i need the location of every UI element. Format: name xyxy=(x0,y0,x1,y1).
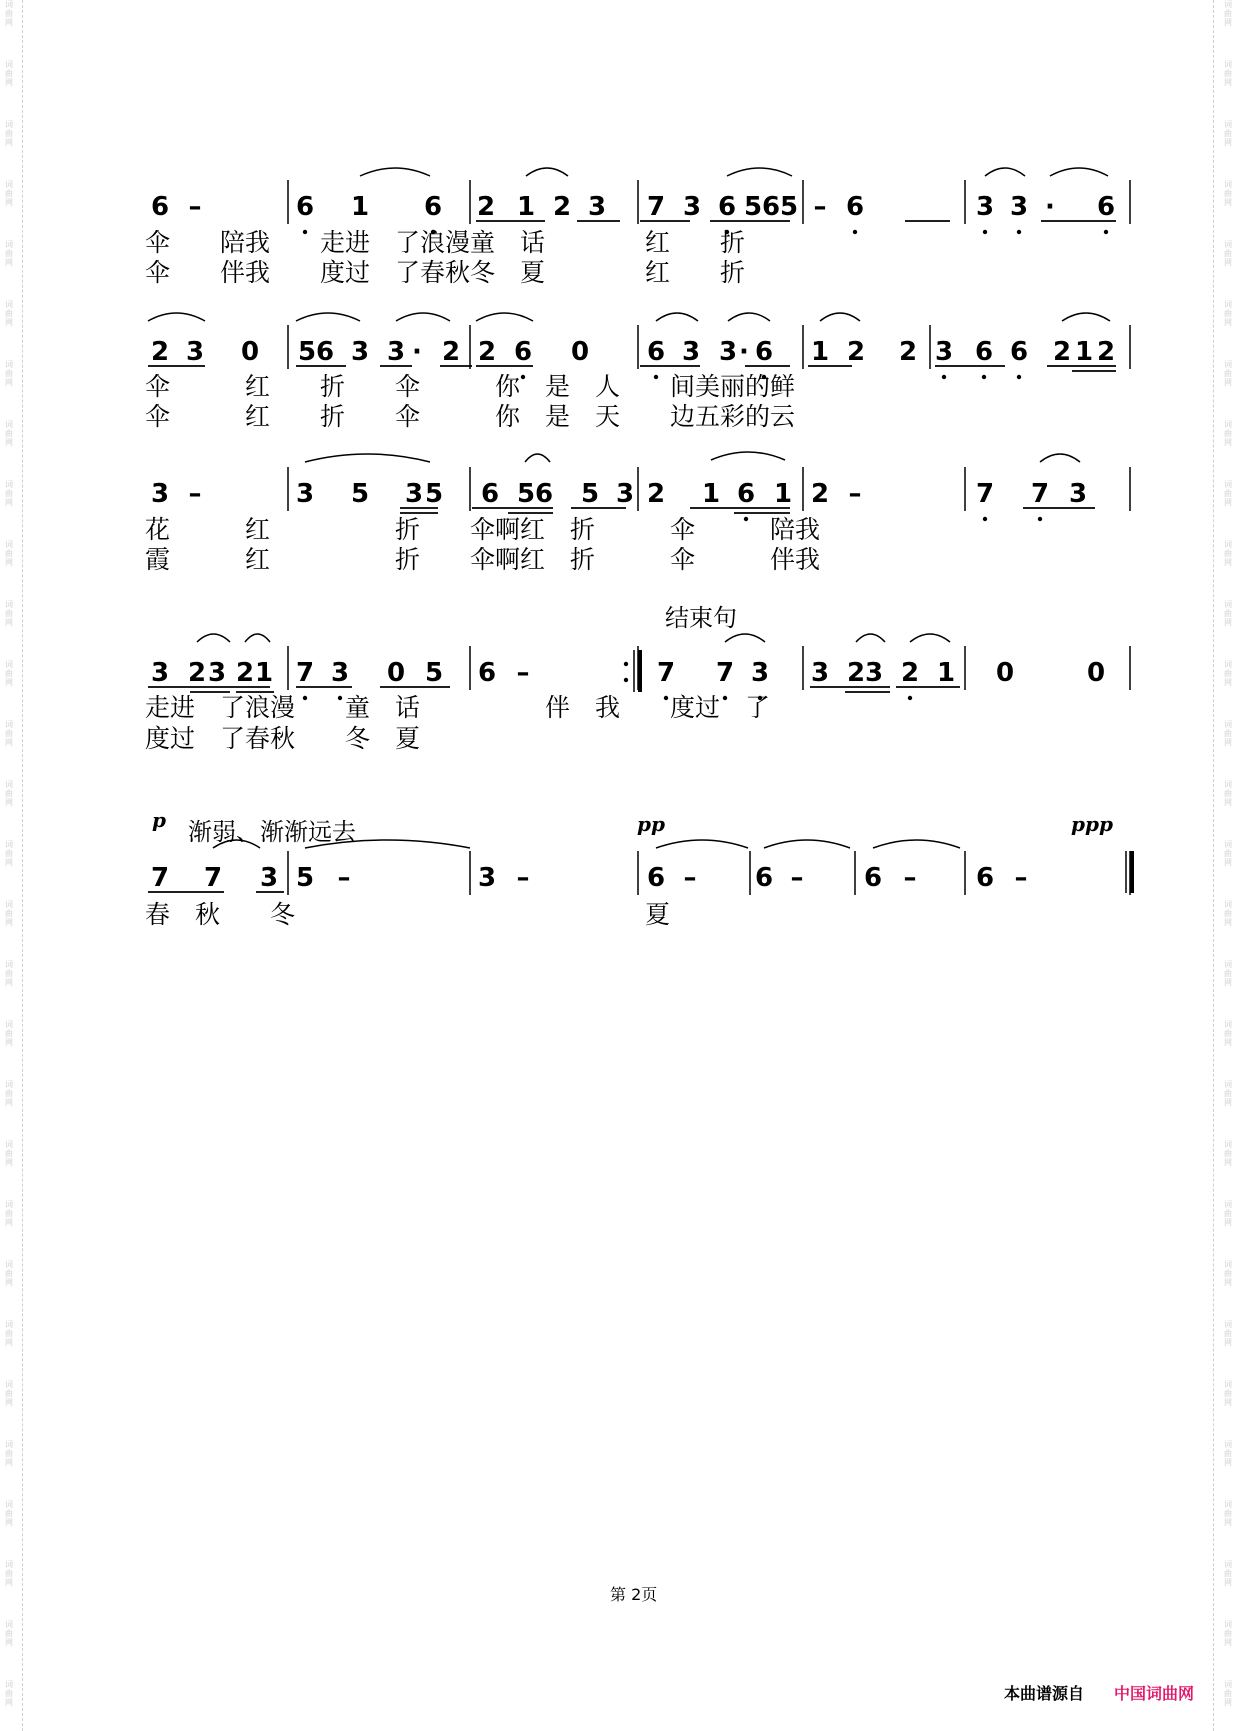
slur xyxy=(1040,454,1080,462)
note: 3 xyxy=(295,479,315,509)
note: 3 xyxy=(615,479,635,509)
octave-dot xyxy=(982,375,986,379)
octave-dot xyxy=(942,375,946,379)
watermark-text: 词 曲 网 xyxy=(1224,180,1232,207)
note: 2 xyxy=(476,192,496,222)
note: 2 xyxy=(846,658,866,688)
watermark-text: 词 曲 网 xyxy=(1224,1080,1232,1107)
dynamic-ppp: ppp xyxy=(1071,812,1113,836)
slur xyxy=(148,313,205,321)
slur xyxy=(525,454,550,462)
note: – xyxy=(188,192,202,222)
lyric-row1-verse2: 伞 伴我 度过 了春秋冬 夏 红 折 xyxy=(145,258,746,287)
note: 6 xyxy=(754,337,774,367)
watermark-text: 词 曲 网 xyxy=(1224,1620,1232,1647)
watermark-text: 词 曲 网 xyxy=(5,420,13,447)
watermark-text: 词 曲 网 xyxy=(5,1140,13,1167)
slur xyxy=(656,840,748,848)
watermark-text: 词 曲 网 xyxy=(1224,1680,1232,1707)
note: 6 xyxy=(1096,192,1116,222)
note: 1 xyxy=(936,658,956,688)
note: 2 xyxy=(810,479,830,509)
note: 3 xyxy=(750,658,770,688)
note: 3 xyxy=(934,337,954,367)
watermark-text: 词 曲 网 xyxy=(1224,1500,1232,1527)
slur xyxy=(727,168,792,176)
watermark-text: 词 曲 网 xyxy=(5,1620,13,1647)
note: 2 xyxy=(235,658,255,688)
note: 3 xyxy=(259,863,279,893)
note: 0 xyxy=(386,658,406,688)
note: 6 xyxy=(534,479,554,509)
watermark-text: 词 曲 网 xyxy=(5,1500,13,1527)
octave-dot xyxy=(983,517,987,521)
watermark-text: 词 曲 网 xyxy=(5,0,13,27)
watermark-text: 词 曲 网 xyxy=(1224,420,1232,447)
lyric-row3-verse2: 霞 红 折 伞啊红 折 伞 伴我 xyxy=(145,545,821,574)
note: 3 xyxy=(185,337,205,367)
octave-dot xyxy=(908,696,912,700)
lyric-row5-verse1: 春 秋 冬 夏 xyxy=(145,900,671,929)
watermark-text: 词 曲 网 xyxy=(1224,600,1232,627)
note: 2 xyxy=(898,337,918,367)
note: 7 xyxy=(295,658,315,688)
lyric-row2-verse2: 伞 红 折 伞 你 是 天 边五彩的云 xyxy=(145,402,796,431)
note: 3 xyxy=(810,658,830,688)
note: 1 xyxy=(810,337,830,367)
note: 7 xyxy=(203,863,223,893)
note: 6 xyxy=(480,479,500,509)
slur xyxy=(728,313,770,321)
note: 5 xyxy=(743,192,763,222)
octave-dot xyxy=(853,230,857,234)
watermark-text: 词 曲 网 xyxy=(5,780,13,807)
watermark-text: 词 曲 网 xyxy=(5,1200,13,1227)
octave-dot xyxy=(983,230,987,234)
octave-dot xyxy=(1017,375,1021,379)
note: 6 xyxy=(717,192,737,222)
note: 6 xyxy=(423,192,443,222)
note: 6 xyxy=(975,863,995,893)
octave-dot xyxy=(1038,517,1042,521)
note: – xyxy=(188,479,202,509)
note: 2 xyxy=(1052,337,1072,367)
note: 6 xyxy=(845,192,865,222)
footer-brand-link[interactable] xyxy=(1114,1681,1194,1704)
watermark-text: 词 曲 网 xyxy=(1224,1200,1232,1227)
watermark-text: 词 曲 网 xyxy=(1224,1320,1232,1347)
octave-dot xyxy=(624,662,628,666)
lyric-row4-verse1: 走进 了浪漫 童 话 伴 我 度过 了 xyxy=(145,693,771,722)
note: 3 xyxy=(975,192,995,222)
note: – xyxy=(848,479,862,509)
note: – xyxy=(516,658,530,688)
note: 0 xyxy=(1086,658,1106,688)
note: 6 xyxy=(1009,337,1029,367)
note: – xyxy=(1014,863,1028,893)
watermark-text: 词 曲 网 xyxy=(1224,480,1232,507)
note: 3 xyxy=(477,863,497,893)
note: 7 xyxy=(975,479,995,509)
slur xyxy=(476,313,533,321)
dynamic-pp: pp xyxy=(637,812,665,836)
watermark-text: 词 曲 网 xyxy=(1224,120,1232,147)
note: – xyxy=(903,863,917,893)
watermark-text: 词 曲 网 xyxy=(5,240,13,267)
page-number: 第 2页 xyxy=(610,1585,658,1604)
watermark-text: 词 曲 网 xyxy=(5,1020,13,1047)
note: · xyxy=(412,337,422,367)
note: 2 xyxy=(552,192,572,222)
note: 6 xyxy=(315,337,335,367)
slur xyxy=(245,634,270,642)
watermark-text: 词 曲 网 xyxy=(1224,360,1232,387)
lyric-row2-verse1: 伞 红 折 伞 你 是 人 间美丽的鲜 xyxy=(145,372,796,401)
note: 2 xyxy=(441,337,461,367)
note: 2 xyxy=(646,479,666,509)
note: 2 xyxy=(187,658,207,688)
watermark-text: 词 曲 网 xyxy=(5,540,13,567)
note: 1 xyxy=(350,192,370,222)
watermark-text: 词 曲 网 xyxy=(1224,1380,1232,1407)
watermark-text: 词 曲 网 xyxy=(5,1320,13,1347)
watermark-text: 词 曲 网 xyxy=(1224,1260,1232,1287)
note: 2 xyxy=(477,337,497,367)
note: 1 xyxy=(773,479,793,509)
slur xyxy=(910,634,950,642)
note: 3 xyxy=(864,658,884,688)
note: 3 xyxy=(681,337,701,367)
note: 6 xyxy=(754,863,774,893)
note: 2 xyxy=(900,658,920,688)
watermark-text: 词 曲 网 xyxy=(1224,60,1232,87)
watermark-text: 词 曲 网 xyxy=(5,1380,13,1407)
footer-brand: 中国词曲网 xyxy=(1114,1684,1195,1703)
watermark-text: 词 曲 网 xyxy=(5,840,13,867)
note: 6 xyxy=(477,658,497,688)
watermark-text: 词 曲 网 xyxy=(1224,1440,1232,1467)
note: 6 xyxy=(295,192,315,222)
footer-source xyxy=(1004,1681,1084,1704)
slur xyxy=(396,313,450,321)
watermark-text: 词 曲 网 xyxy=(5,1560,13,1587)
note: 5 xyxy=(516,479,536,509)
slur xyxy=(360,168,430,176)
watermark-text: 词 曲 网 xyxy=(1224,240,1232,267)
watermark-text: 词 曲 网 xyxy=(5,660,13,687)
note: 3 xyxy=(404,479,424,509)
octave-dot xyxy=(624,678,628,682)
note: 5 xyxy=(424,658,444,688)
direction-text: 渐弱、渐渐远去 xyxy=(188,818,356,846)
watermark-text: 词 曲 网 xyxy=(5,1080,13,1107)
slur xyxy=(856,634,885,642)
watermark-text: 词 曲 网 xyxy=(5,1440,13,1467)
note: 0 xyxy=(240,337,260,367)
octave-dot xyxy=(1017,230,1021,234)
slur xyxy=(873,840,960,848)
slur xyxy=(764,840,850,848)
footer-prefix: 本曲谱源自 xyxy=(1004,1684,1085,1703)
note: 1 xyxy=(516,192,536,222)
note: 1 xyxy=(701,479,721,509)
note: 6 xyxy=(761,192,781,222)
slur xyxy=(656,313,698,321)
note: 2 xyxy=(1096,337,1116,367)
note: 5 xyxy=(424,479,444,509)
slur xyxy=(296,313,360,321)
slur xyxy=(305,454,430,462)
note: 7 xyxy=(656,658,676,688)
note: – xyxy=(813,192,827,222)
dynamic-p: p xyxy=(152,808,166,832)
note: 3 xyxy=(350,337,370,367)
note: – xyxy=(790,863,804,893)
watermark-text: 词 曲 网 xyxy=(5,300,13,327)
note: 7 xyxy=(1030,479,1050,509)
note: 5 xyxy=(297,337,317,367)
note: 6 xyxy=(863,863,883,893)
watermark-text: 词 曲 网 xyxy=(1224,1560,1232,1587)
note: 5 xyxy=(295,863,315,893)
watermark-text: 词 曲 网 xyxy=(1224,660,1232,687)
note: 1 xyxy=(1074,337,1094,367)
watermark-text: 词 曲 网 xyxy=(1224,720,1232,747)
watermark-text: 词 曲 网 xyxy=(5,1680,13,1707)
note: 3 xyxy=(718,337,738,367)
note: 3 xyxy=(207,658,227,688)
note: 5 xyxy=(580,479,600,509)
note: – xyxy=(337,863,351,893)
note: · xyxy=(739,337,749,367)
watermark-text: 词 曲 网 xyxy=(5,60,13,87)
watermark-text: 词 曲 网 xyxy=(1224,300,1232,327)
note: – xyxy=(683,863,697,893)
watermark-text: 词 曲 网 xyxy=(5,180,13,207)
watermark-text: 词 曲 网 xyxy=(5,720,13,747)
note: 3 xyxy=(1068,479,1088,509)
note: 2 xyxy=(150,337,170,367)
watermark-text: 词 曲 网 xyxy=(5,360,13,387)
note: · xyxy=(1045,192,1055,222)
note: 3 xyxy=(1009,192,1029,222)
watermark-text: 词 曲 网 xyxy=(5,1260,13,1287)
watermark-text: 词 曲 网 xyxy=(1224,0,1232,27)
lyric-row3-verse1: 花 红 折 伞啊红 折 伞 陪我 xyxy=(145,515,821,544)
watermark-text: 词 曲 网 xyxy=(1224,840,1232,867)
slur xyxy=(985,168,1025,176)
watermark-text: 词 曲 网 xyxy=(1224,1140,1232,1167)
slur xyxy=(725,634,765,642)
slur xyxy=(711,452,785,460)
note: 0 xyxy=(570,337,590,367)
section-label: 结束句 xyxy=(665,604,737,632)
slur xyxy=(1062,313,1110,321)
note: 3 xyxy=(682,192,702,222)
note: 0 xyxy=(995,658,1015,688)
watermark-text: 词 曲 网 xyxy=(5,480,13,507)
slur xyxy=(526,168,568,176)
note: 6 xyxy=(646,863,666,893)
slur xyxy=(1050,168,1108,176)
octave-dot xyxy=(1104,230,1108,234)
note: – xyxy=(516,863,530,893)
lyric-row1-verse1: 伞 陪我 走进 了浪漫童 话 红 折 xyxy=(145,228,746,257)
lyric-row4-verse2: 度过 了春秋 冬 夏 xyxy=(145,724,421,753)
note: 3 xyxy=(150,479,170,509)
note: 3 xyxy=(587,192,607,222)
note: 2 xyxy=(846,337,866,367)
note: 3 xyxy=(386,337,406,367)
watermark-text: 词 曲 网 xyxy=(5,120,13,147)
watermark-text: 词 曲 网 xyxy=(5,900,13,927)
note: 6 xyxy=(150,192,170,222)
note: 6 xyxy=(974,337,994,367)
watermark-text: 词 曲 网 xyxy=(1224,900,1232,927)
note: 3 xyxy=(150,658,170,688)
note: 6 xyxy=(513,337,533,367)
watermark-text: 词 曲 网 xyxy=(1224,960,1232,987)
slur xyxy=(197,634,230,642)
watermark-text: 词 曲 网 xyxy=(5,960,13,987)
note: 6 xyxy=(736,479,756,509)
watermark-text: 词 曲 网 xyxy=(1224,540,1232,567)
slur xyxy=(820,313,860,321)
note: 5 xyxy=(350,479,370,509)
note: 3 xyxy=(330,658,350,688)
note: 7 xyxy=(715,658,735,688)
note: 6 xyxy=(646,337,666,367)
watermark-text: 词 曲 网 xyxy=(5,600,13,627)
note: 1 xyxy=(254,658,274,688)
watermark-text: 词 曲 网 xyxy=(1224,1020,1232,1047)
note: 5 xyxy=(779,192,799,222)
note: 7 xyxy=(150,863,170,893)
watermark-text: 词 曲 网 xyxy=(1224,780,1232,807)
note: 7 xyxy=(646,192,666,222)
